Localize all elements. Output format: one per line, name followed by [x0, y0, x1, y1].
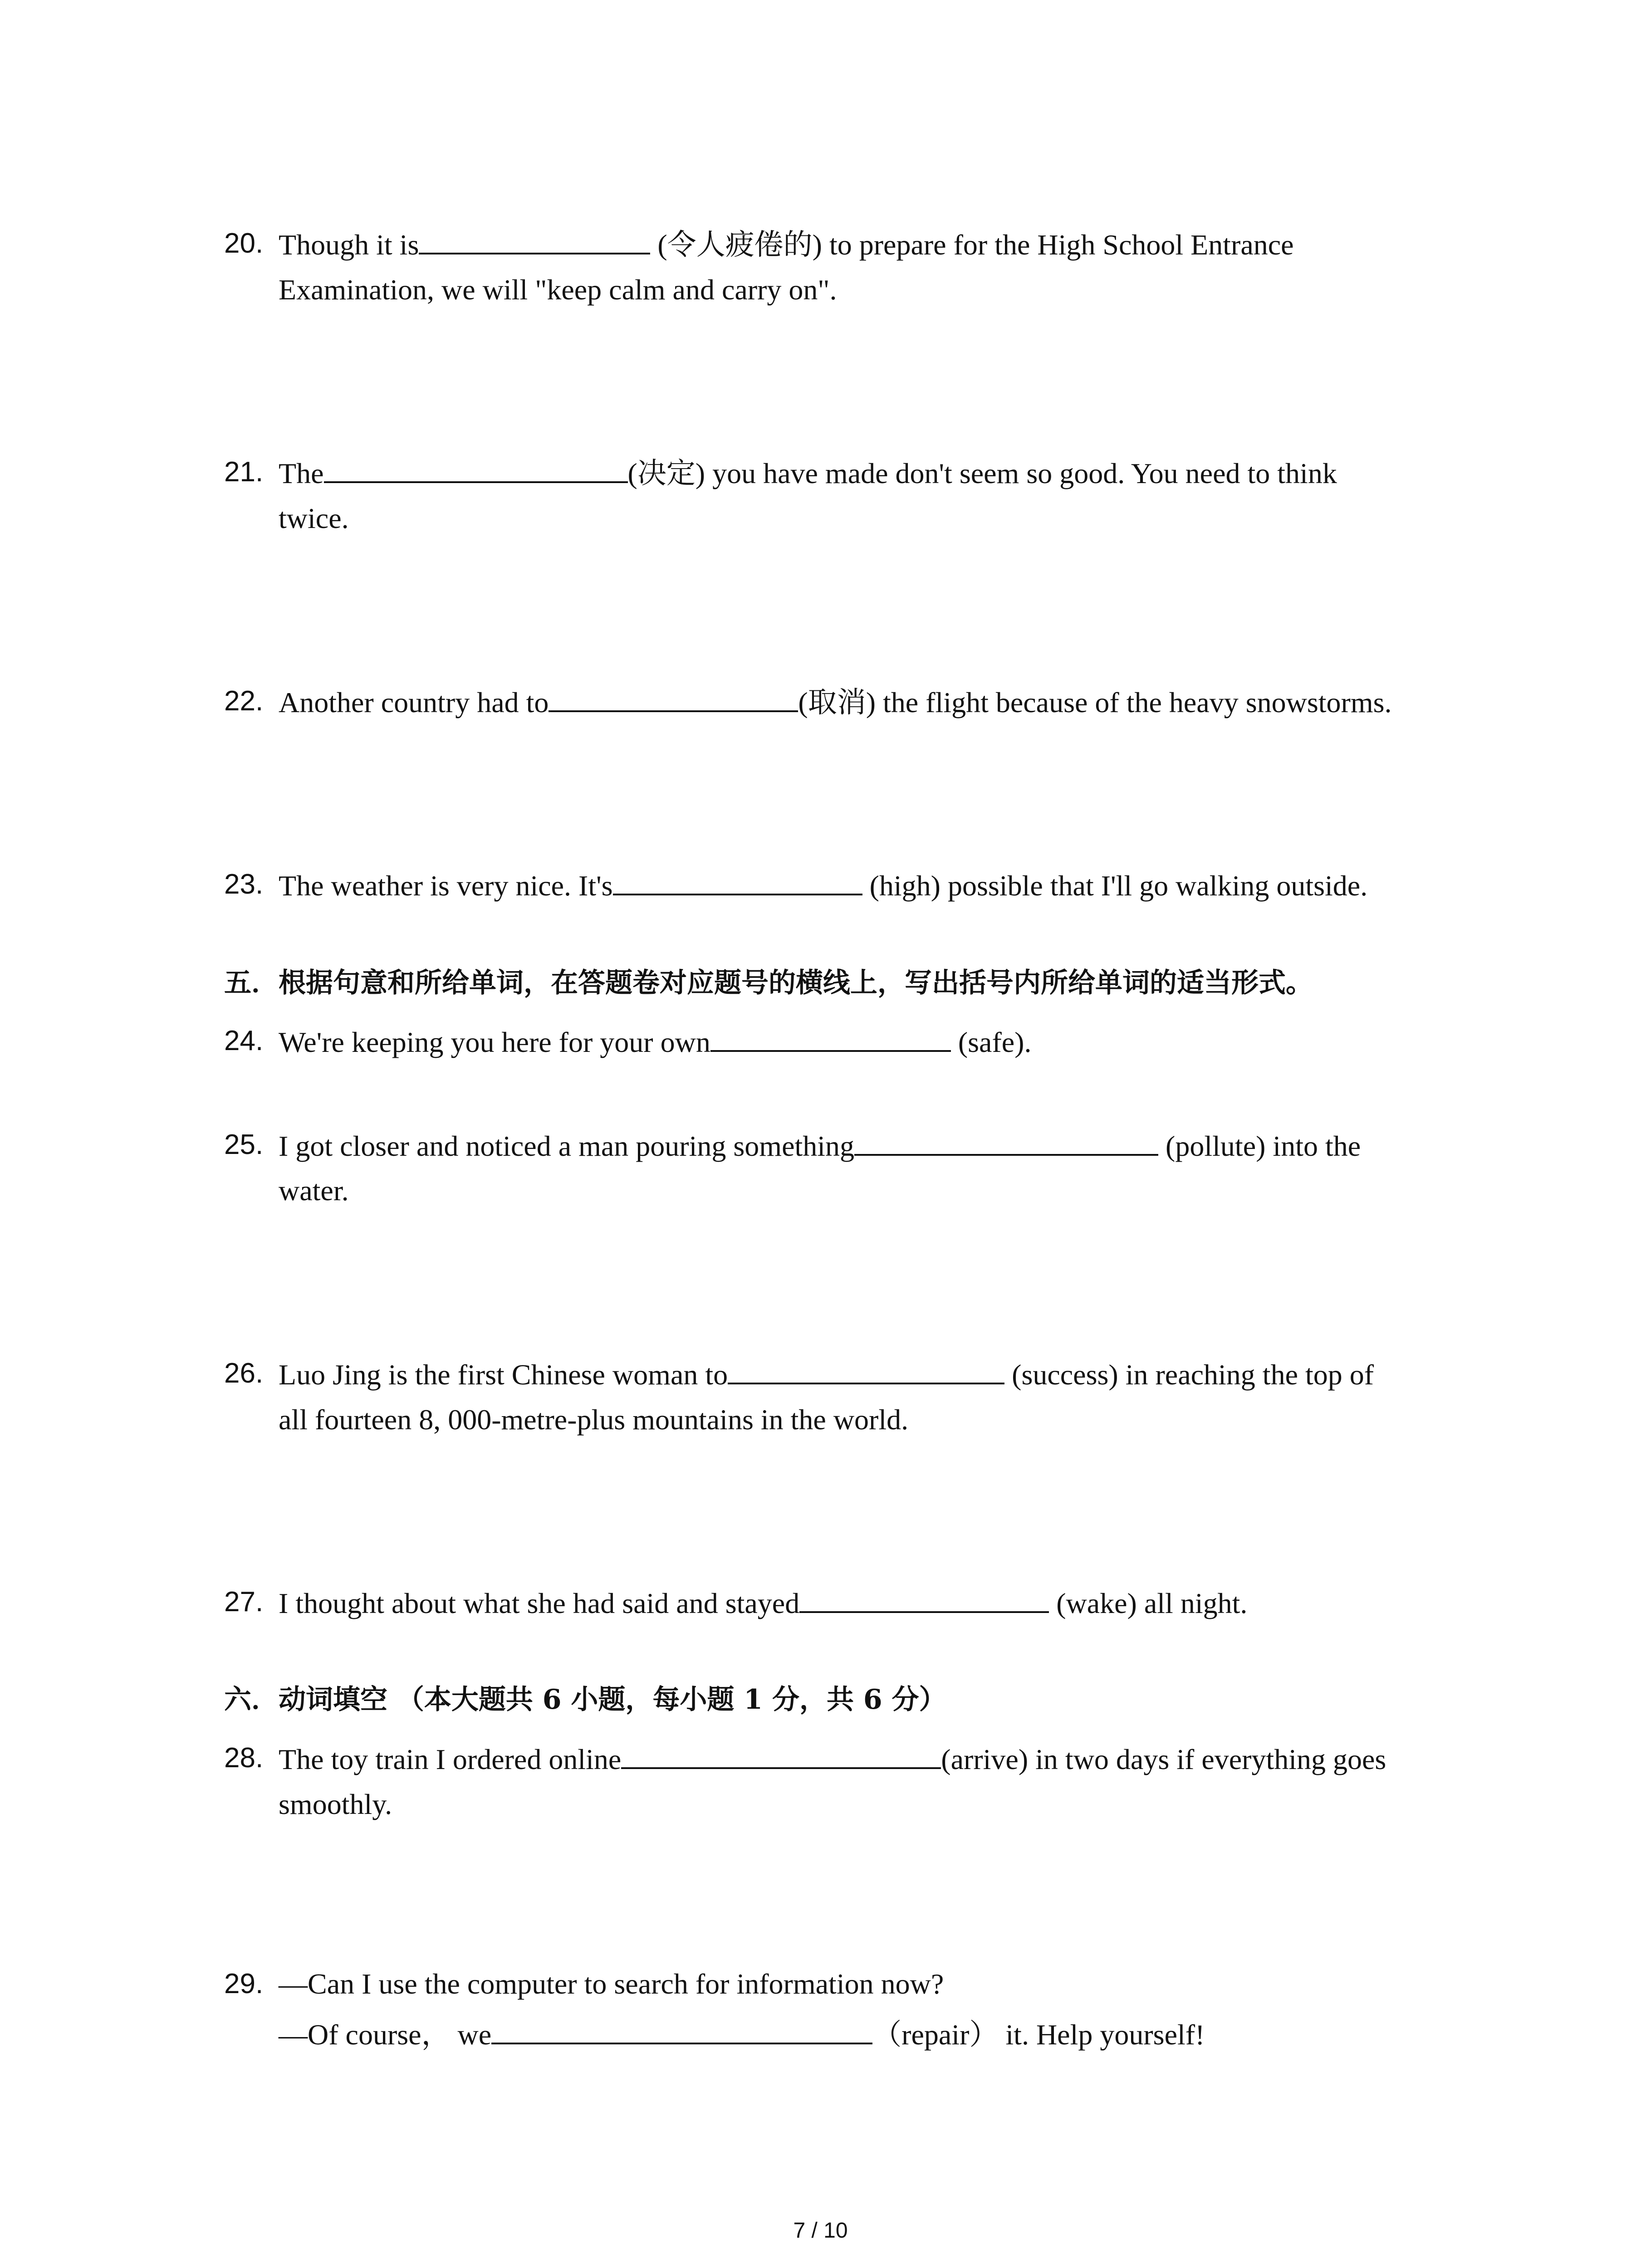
question-line-1: The weather is very nice. It's (high) possible that I'll go walking outside.: [279, 862, 1367, 909]
answer-blank[interactable]: [549, 679, 798, 712]
question-26-line-2: all fourteen 8, 000-metre-plus mountains in the world.: [279, 1403, 909, 1436]
answer-blank[interactable]: [710, 1018, 951, 1052]
question-number: 28.: [224, 1742, 264, 1774]
question-number: 20.: [224, 228, 264, 259]
question-21-line-2: twice.: [279, 502, 349, 534]
question-28-line-2: smoothly.: [279, 1788, 392, 1820]
question-number: 23.: [224, 869, 264, 900]
section-5-heading: 五．根据句意和所给单词，在答题卷对应题号的横线上，写出括号内所给单词的适当形式。: [224, 967, 1313, 999]
answer-blank[interactable]: [324, 450, 628, 483]
section-6-heading: 六．动词填空 （本大题共 6 小题，每小题 1 分，共 6 分）: [224, 1684, 946, 1716]
question-number: 27.: [224, 1586, 264, 1618]
question-line-1: I got closer and noticed a man pouring something (pollute) into the: [279, 1122, 1361, 1169]
answer-blank[interactable]: [728, 1351, 1004, 1384]
question-number: 24.: [224, 1025, 264, 1056]
question-number: 26.: [224, 1358, 264, 1389]
question-line-1: Luo Jing is the first Chinese woman to (success) in reaching the top of: [279, 1351, 1374, 1398]
question-number: 29.: [224, 1968, 264, 1999]
answer-blank[interactable]: [613, 862, 862, 895]
question-line-1: I thought about what she had said and stayed (wake) all night.: [279, 1579, 1247, 1626]
question-29-line-2: —Of course， we （repair） it. Help yourself!: [279, 2011, 1205, 2058]
question-line-1: We're keeping you here for your own (safe).: [279, 1018, 1031, 1065]
answer-blank[interactable]: [799, 1579, 1049, 1613]
question-line-1: Though it is (令人疲倦的) to prepare for the High School Entrance: [279, 221, 1294, 268]
question-line-1: Another country had to (取消) the flight because of the heavy snowstorms.: [279, 679, 1392, 725]
question-line-1: —Can I use the computer to search for information now?: [279, 1968, 944, 2000]
question-line-1: The toy train I ordered online (arrive) in two days if everything goes: [279, 1735, 1386, 1782]
answer-blank[interactable]: [854, 1122, 1158, 1156]
page-number: 7 / 10: [793, 2219, 848, 2243]
question-20-line-2: Examination, we will "keep calm and carry on".: [279, 274, 837, 306]
question-number: 22.: [224, 685, 264, 717]
answer-blank[interactable]: [621, 1735, 941, 1769]
question-25-line-2: water.: [279, 1174, 349, 1207]
question-line-1: The (决定) you have made don't seem so good. You need to think: [279, 450, 1337, 496]
question-number: 21.: [224, 456, 264, 488]
question-number: 25.: [224, 1129, 264, 1160]
answer-blank[interactable]: [419, 221, 650, 254]
answer-blank[interactable]: [491, 2011, 872, 2044]
